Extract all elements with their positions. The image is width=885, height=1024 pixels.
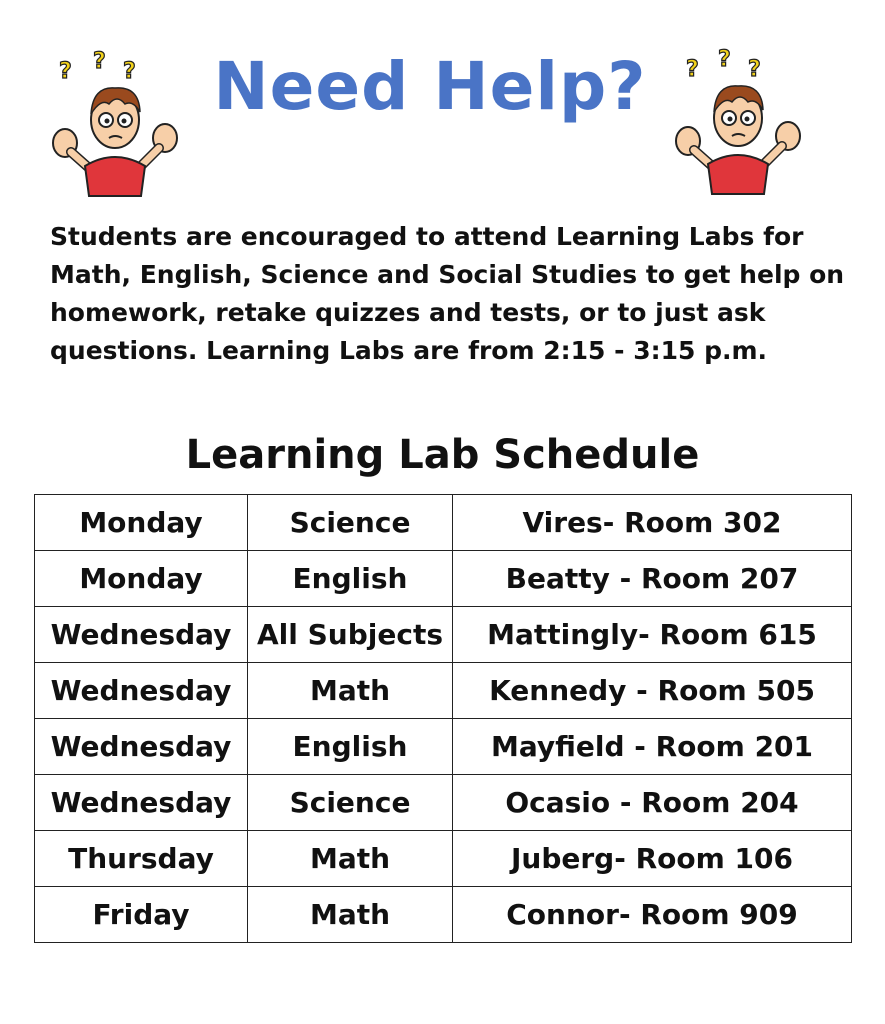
room-cell: Kennedy - Room 505 xyxy=(453,663,852,719)
confused-kid-icon xyxy=(668,46,808,196)
day-cell: Wednesday xyxy=(35,607,248,663)
subject-cell: Math xyxy=(248,663,453,719)
table-row xyxy=(35,887,852,943)
subject-cell: All Subjects xyxy=(248,607,453,663)
day-cell: Monday xyxy=(35,551,248,607)
table-row xyxy=(35,719,852,775)
table-row xyxy=(35,663,852,719)
schedule-table xyxy=(34,494,852,943)
table-row xyxy=(35,551,852,607)
page-title: Need Help? xyxy=(213,48,647,125)
room-cell: Juberg- Room 106 xyxy=(453,831,852,887)
schedule-title: Learning Lab Schedule xyxy=(185,432,700,478)
subject-cell: English xyxy=(248,719,453,775)
room-cell: Ocasio - Room 204 xyxy=(453,775,852,831)
svg-text:?: ? xyxy=(748,57,761,82)
room-cell: Mattingly- Room 615 xyxy=(453,607,852,663)
room-cell: Beatty - Room 207 xyxy=(453,551,852,607)
table-row xyxy=(35,495,852,551)
day-cell: Monday xyxy=(35,495,248,551)
room-cell: Vires- Room 302 xyxy=(453,495,852,551)
table-row xyxy=(35,775,852,831)
subject-cell: Science xyxy=(248,775,453,831)
day-cell: Wednesday xyxy=(35,663,248,719)
table-row xyxy=(35,607,852,663)
svg-text:?: ? xyxy=(686,57,699,82)
svg-text:?: ? xyxy=(123,59,136,84)
confused-kid-icon xyxy=(45,48,185,198)
room-cell: Connor- Room 909 xyxy=(453,887,852,943)
day-cell: Friday xyxy=(35,887,248,943)
subject-cell: English xyxy=(248,551,453,607)
svg-text:?: ? xyxy=(93,49,106,74)
day-cell: Wednesday xyxy=(35,719,248,775)
intro-paragraph: Students are encouraged to attend Learning Labs for Math, English, Science and Social Studies to get help on homework, retake quizzes and tests, or to just ask questions. Learning Labs are from 2:15 - 3:15 p.m. xyxy=(50,222,845,365)
table-row xyxy=(35,831,852,887)
day-cell: Thursday xyxy=(35,831,248,887)
svg-text:?: ? xyxy=(59,59,72,84)
room-cell: Mayfield - Room 201 xyxy=(453,719,852,775)
subject-cell: Science xyxy=(248,495,453,551)
subject-cell: Math xyxy=(248,887,453,943)
subject-cell: Math xyxy=(248,831,453,887)
svg-text:?: ? xyxy=(718,47,731,72)
day-cell: Wednesday xyxy=(35,775,248,831)
